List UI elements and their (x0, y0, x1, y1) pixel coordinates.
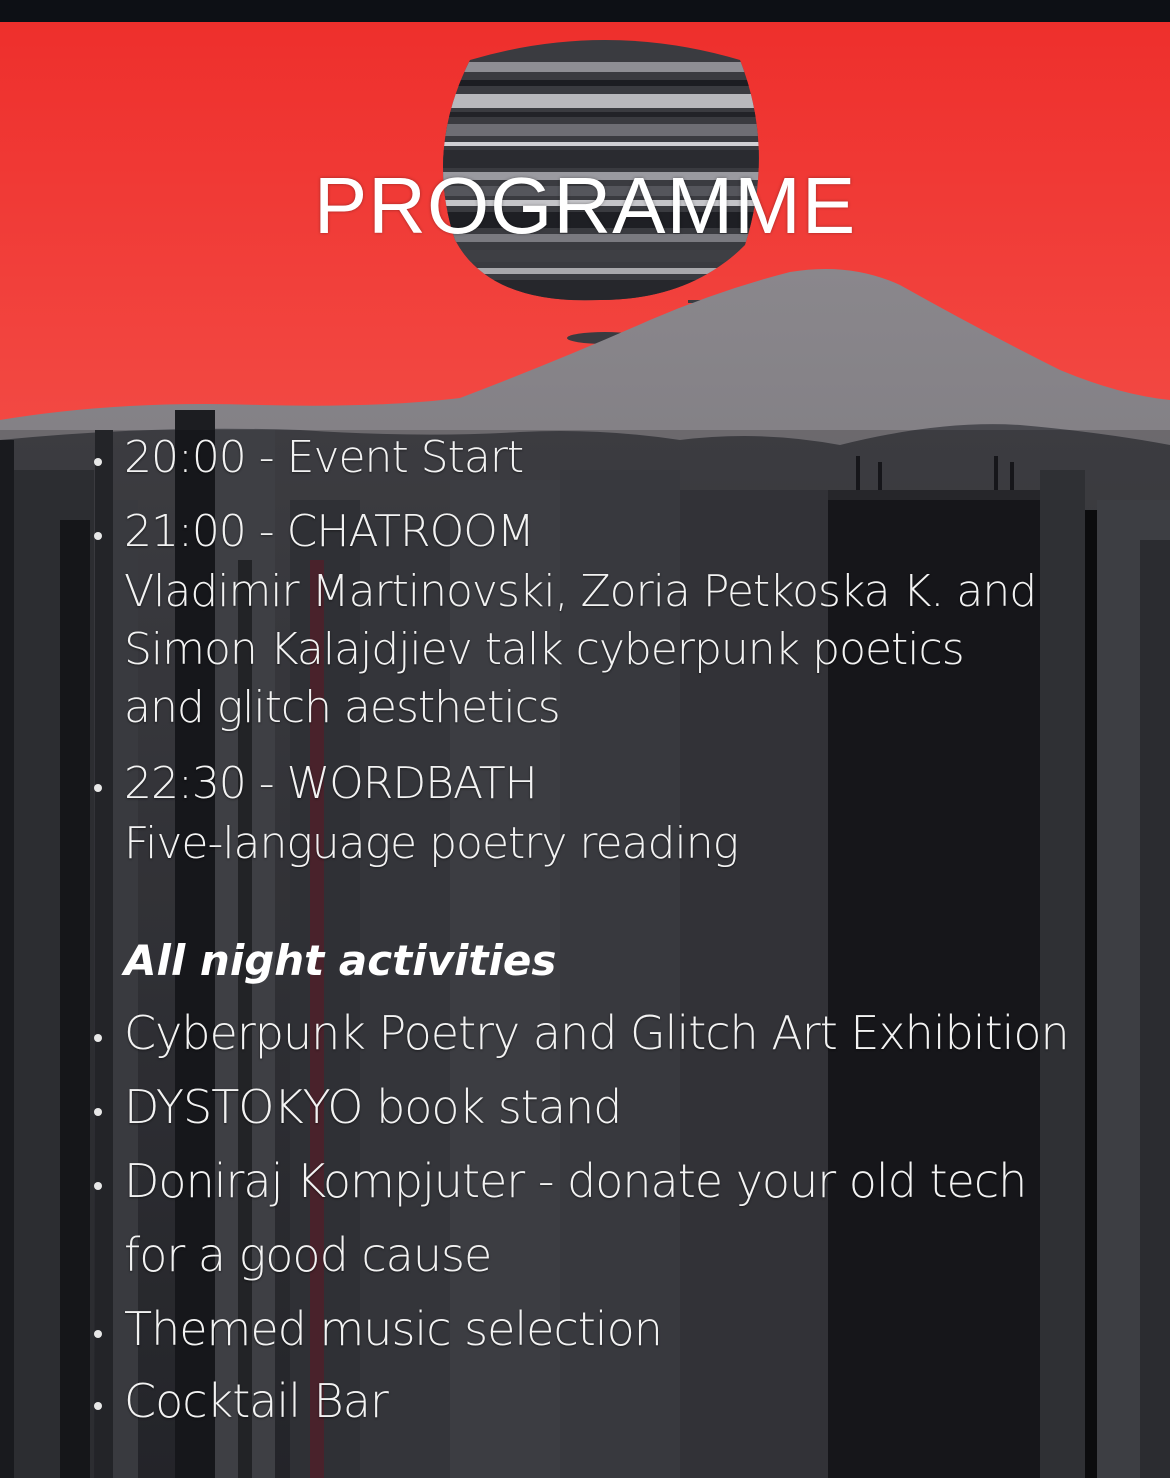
activities-heading: All night activities (124, 936, 557, 985)
bullet-icon (94, 1108, 102, 1116)
bullet-icon (94, 1182, 102, 1190)
activity-item: Cyberpunk Poetry and Glitch Art Exhibition (124, 1006, 1069, 1060)
activity-item: Cocktail Bar (124, 1374, 388, 1428)
bullet-icon (94, 784, 102, 792)
bullet-icon (94, 1402, 102, 1410)
bullet-icon (94, 1034, 102, 1042)
activity-item: DYSTOKYO book stand (124, 1080, 622, 1134)
page-title: PROGRAMME (313, 161, 857, 250)
schedule-item-detail: Simon Kalajdjiev talk cyberpunk poetics (124, 624, 964, 675)
activity-item: Themed music selection (124, 1302, 662, 1356)
schedule-item-detail: Vladimir Martinovski, Zoria Petkoska K. and (124, 566, 1037, 617)
schedule-item-detail: and glitch aesthetics (124, 682, 560, 733)
activity-item-continued: for a good cause (124, 1228, 492, 1282)
schedule-item-title: 21:00 - CHATROOM (124, 506, 534, 557)
bullet-icon (94, 1330, 102, 1338)
schedule-item-detail: Five-language poetry reading (124, 818, 738, 869)
schedule-item-title: 22:30 - WORDBATH (124, 758, 537, 809)
schedule-item-title: 20:00 - Event Start (124, 432, 524, 483)
bullet-icon (94, 458, 102, 466)
bullet-icon (94, 532, 102, 540)
activity-item: Doniraj Kompjuter - donate your old tech (124, 1154, 1027, 1208)
